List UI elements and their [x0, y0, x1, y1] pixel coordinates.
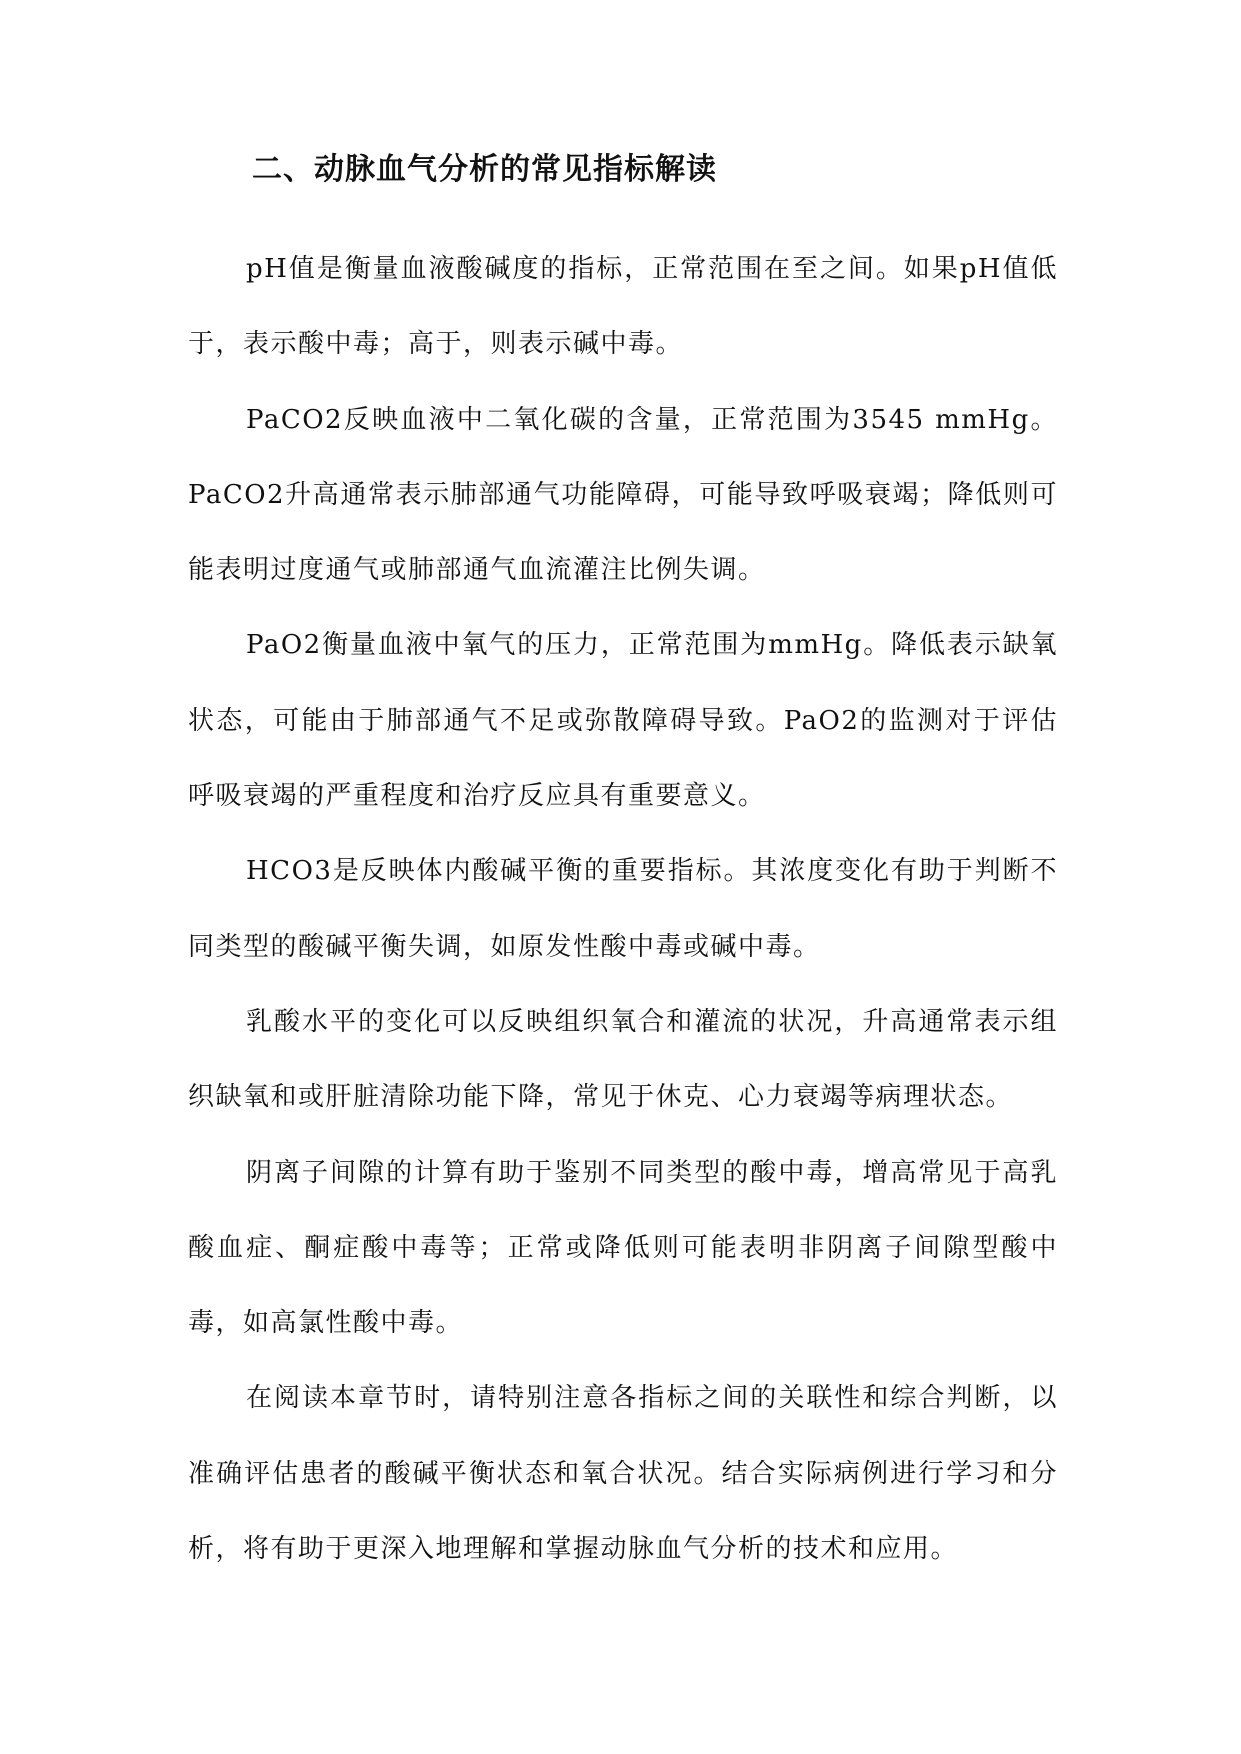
paragraph-anion-gap: 阴离子间隙的计算有助于鉴别不同类型的酸中毒，增高常见于高乳酸血症、酮症酸中毒等；正常或降低则可能表明非阴离子间隙型酸中毒，如高氯性酸中毒。	[188, 1157, 1058, 1339]
paragraph-ph: pH值是衡量血液酸碱度的指标，正常范围在至之间。如果pH值低于，表示酸中毒；高于，则表示碱中毒。	[188, 254, 1058, 360]
paragraph-lactate: 乳酸水平的变化可以反映组织氧合和灌流的状况，升高通常表示组织缺氧和或肝脏清除功能下降，常见于休克、心力衰竭等病理状态。	[188, 1006, 1058, 1113]
section-heading: 二、动脉血气分析的常见指标解读	[252, 152, 717, 187]
paragraph-hco3: HCO3是反映体内酸碱平衡的重要指标。其浓度变化有助于判断不同类型的酸碱平衡失调，如原发性酸中毒或碱中毒。	[188, 856, 1058, 962]
paragraph-reading-note: 在阅读本章节时，请特别注意各指标之间的关联性和综合判断，以准确评估患者的酸碱平衡状态和氧合状况。结合实际病例进行学习和分析，将有助于更深入地理解和掌握动脉血气分析的技术和应用。	[188, 1383, 1058, 1565]
body-text	[188, 232, 1058, 1587]
paragraph-paco2: PaCO2反映血液中二氧化碳的含量，正常范围为3545 mmHg。PaCO2升高通常表示肺部通气功能障碍，可能导致呼吸衰竭；降低则可能表明过度通气或肺部通气血流灌注比例失调。	[188, 404, 1058, 586]
paragraph-pao2: PaO2衡量血液中氧气的压力，正常范围为mmHg。降低表示缺氧状态，可能由于肺部通气不足或弥散障碍导致。PaO2的监测对于评估呼吸衰竭的严重程度和治疗反应具有重要意义。	[188, 630, 1058, 812]
